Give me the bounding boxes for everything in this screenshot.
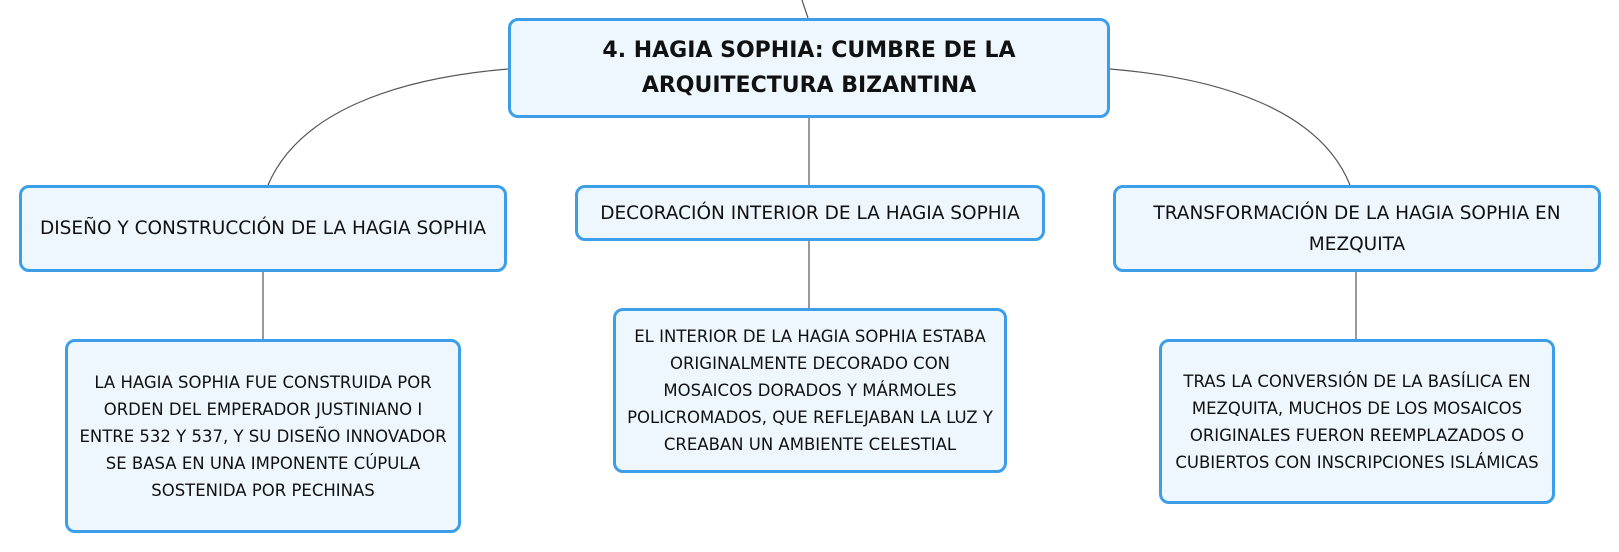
detail-node-design-construction[interactable]	[65, 339, 461, 533]
connector-root-to-topic-3	[1110, 69, 1350, 185]
central-topic-node[interactable]	[508, 18, 1110, 118]
topic-node-design-construction[interactable]	[19, 185, 507, 272]
connector-root-to-topic-1	[268, 69, 508, 185]
detail-text: EL INTERIOR DE LA HAGIA SOPHIA ESTABA ORIGINALMENTE DECORADO CON MOSAICOS DORADOS Y MÁRMOLES POLICROMADOS, QUE REFLEJABAN LA LUZ Y CREABAN UN AMBIENTE CELESTIAL	[627, 327, 993, 454]
topic-label: DECORACIÓN INTERIOR DE LA HAGIA SOPHIA	[600, 202, 1020, 224]
connector-parent-to-root	[802, 0, 808, 18]
topic-node-interior-decoration[interactable]	[575, 185, 1045, 241]
detail-node-interior-decoration[interactable]	[613, 308, 1007, 473]
topic-node-mosque-transformation[interactable]	[1113, 185, 1601, 272]
topic-label: TRANSFORMACIÓN DE LA HAGIA SOPHIA EN MEZQUITA	[1153, 202, 1561, 255]
central-topic-title: 4. HAGIA SOPHIA: CUMBRE DE LA ARQUITECTURA BIZANTINA	[602, 38, 1016, 98]
topic-label: DISEÑO Y CONSTRUCCIÓN DE LA HAGIA SOPHIA	[39, 218, 487, 239]
detail-node-mosque-transformation[interactable]	[1159, 339, 1555, 504]
detail-text: LA HAGIA SOPHIA FUE CONSTRUIDA POR ORDEN DEL EMPERADOR JUSTINIANO I ENTRE 532 Y 537, Y SU DISEÑO INNOVADOR SE BASA EN UNA IMPONENTE CÚPULA SOSTENIDA POR PECHINAS	[79, 372, 447, 500]
detail-text: TRAS LA CONVERSIÓN DE LA BASÍLICA EN MEZQUITA, MUCHOS DE LOS MOSAICOS ORIGINALES FUERON REEMPLAZADOS O CUBIERTOS CON INSCRIPCIONES ISLÁMICAS	[1175, 371, 1539, 472]
